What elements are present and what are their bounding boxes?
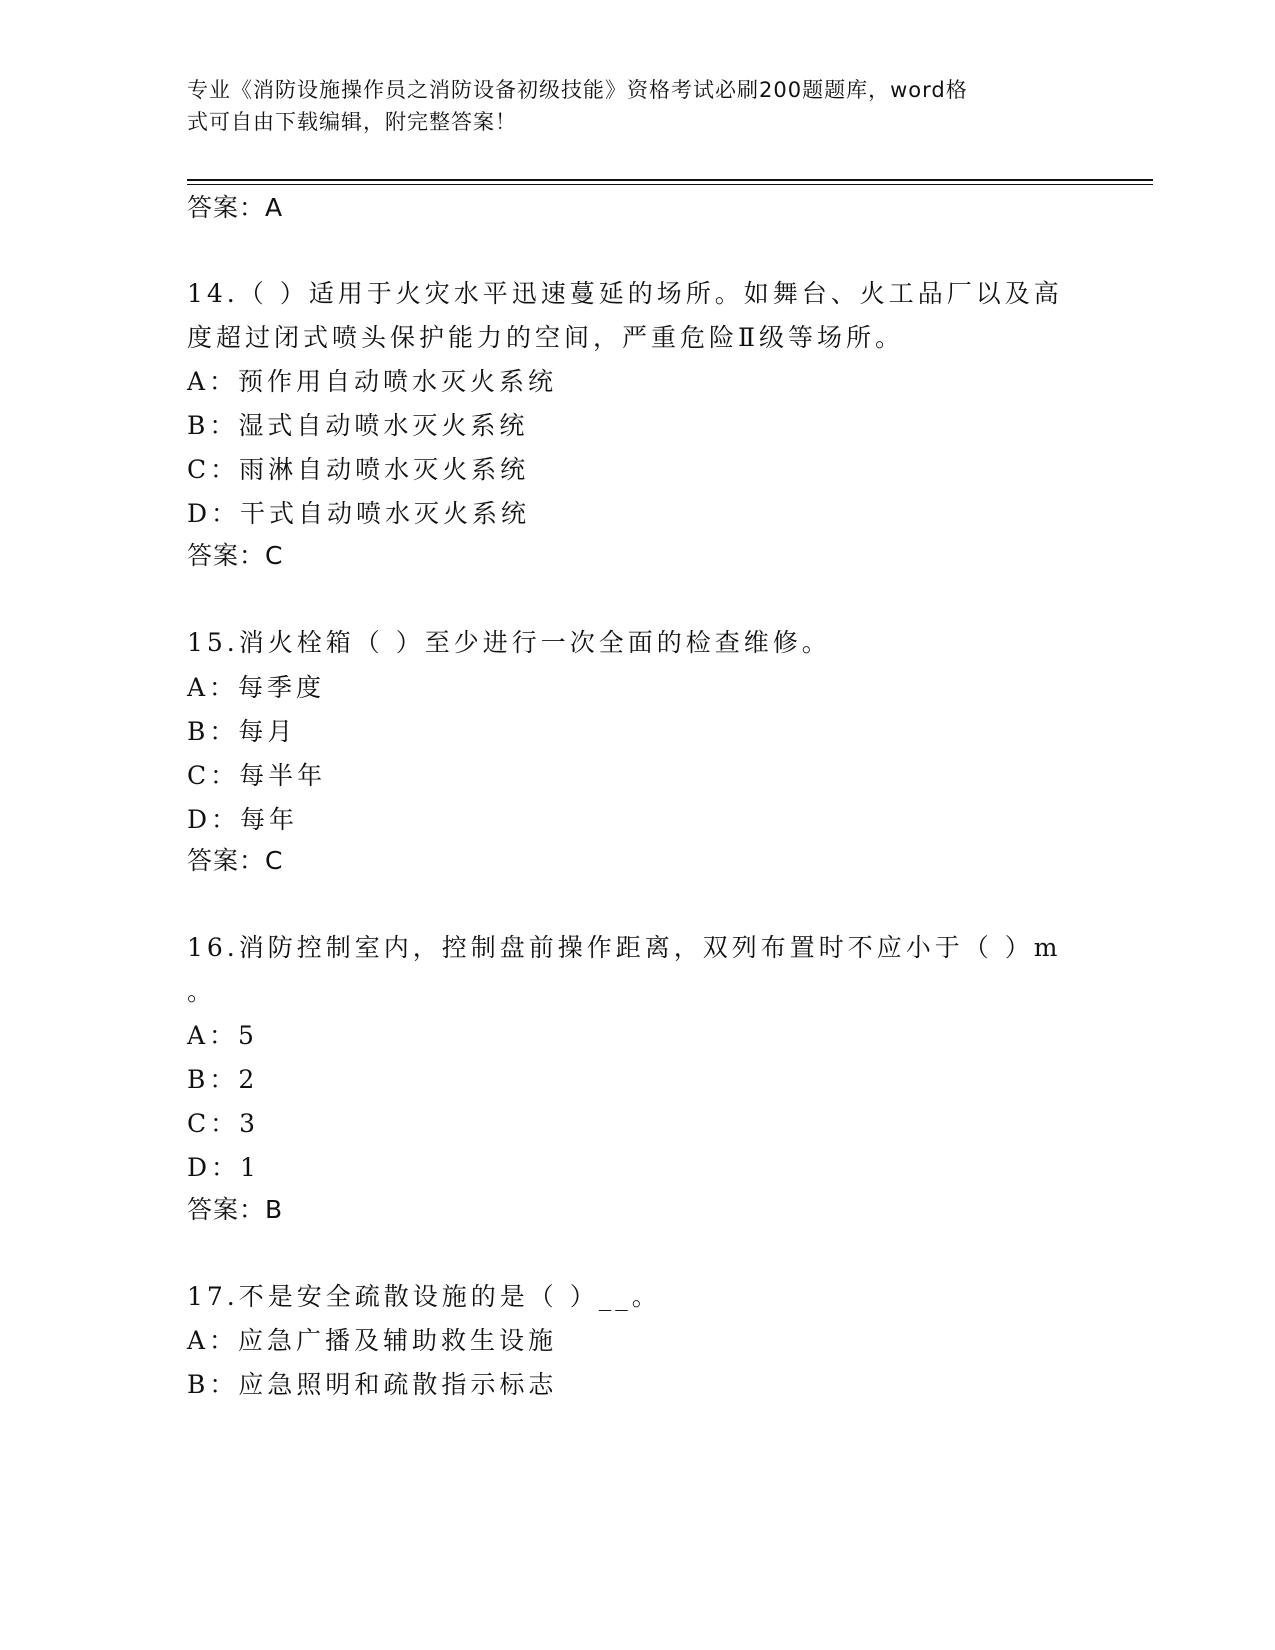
question-17-stem: 17.不是安全疏散设施的是（ ）__。 [187, 1282, 661, 1311]
question-16-stem-line-2: 。 [187, 977, 217, 1006]
question-15-stem: 15.消火栓箱（ ）至少进行一次全面的检查维修。 [187, 628, 831, 657]
question-15-option-a: A：每季度 [187, 673, 326, 702]
question-16-option-b: B：2 [187, 1065, 259, 1094]
header-line-2: 式可自由下载编辑，附完整答案！ [187, 110, 517, 134]
question-14-option-c: C：雨淋自动喷水灭火系统 [187, 455, 530, 484]
header-line-1: 专业《消防设施操作员之消防设备初级技能》资格考试必刷200题题库，word格 [187, 78, 968, 102]
question-14-stem-line-2: 度超过闭式喷头保护能力的空间，严重危险Ⅱ级等场所。 [187, 323, 904, 352]
question-15-option-b: B：每月 [187, 717, 297, 746]
document-header [187, 74, 1067, 138]
question-15-option-d: D：每年 [187, 805, 299, 834]
header-divider-thick [187, 179, 1153, 181]
question-16-stem-line-1: 16.消防控制室内，控制盘前操作距离，双列布置时不应小于（ ）m [187, 933, 1062, 962]
question-14-stem-line-1: 14.（ ）适用于火灾水平迅速蔓延的场所。如舞台、火工品厂以及高 [187, 279, 1063, 308]
question-16-option-d: D：1 [187, 1153, 260, 1182]
question-17-option-a: A：应急广播及辅助救生设施 [187, 1326, 558, 1355]
question-14-option-a: A：预作用自动喷水灭火系统 [187, 367, 558, 396]
question-14-option-b: B：湿式自动喷水灭火系统 [187, 411, 529, 440]
question-14-option-d: D：干式自动喷水灭火系统 [187, 499, 531, 528]
question-16-option-a: A：5 [187, 1021, 258, 1050]
header-divider-thin [187, 184, 1153, 185]
question-15-option-c: C：每半年 [187, 761, 327, 790]
question-16-answer: 答案：B [187, 1195, 284, 1224]
question-14-answer: 答案：C [187, 541, 284, 570]
question-17-option-b: B：应急照明和疏散指示标志 [187, 1370, 558, 1399]
answer-13: 答案：A [187, 193, 284, 222]
question-15-answer: 答案：C [187, 846, 284, 875]
question-16-option-c: C：3 [187, 1109, 260, 1138]
